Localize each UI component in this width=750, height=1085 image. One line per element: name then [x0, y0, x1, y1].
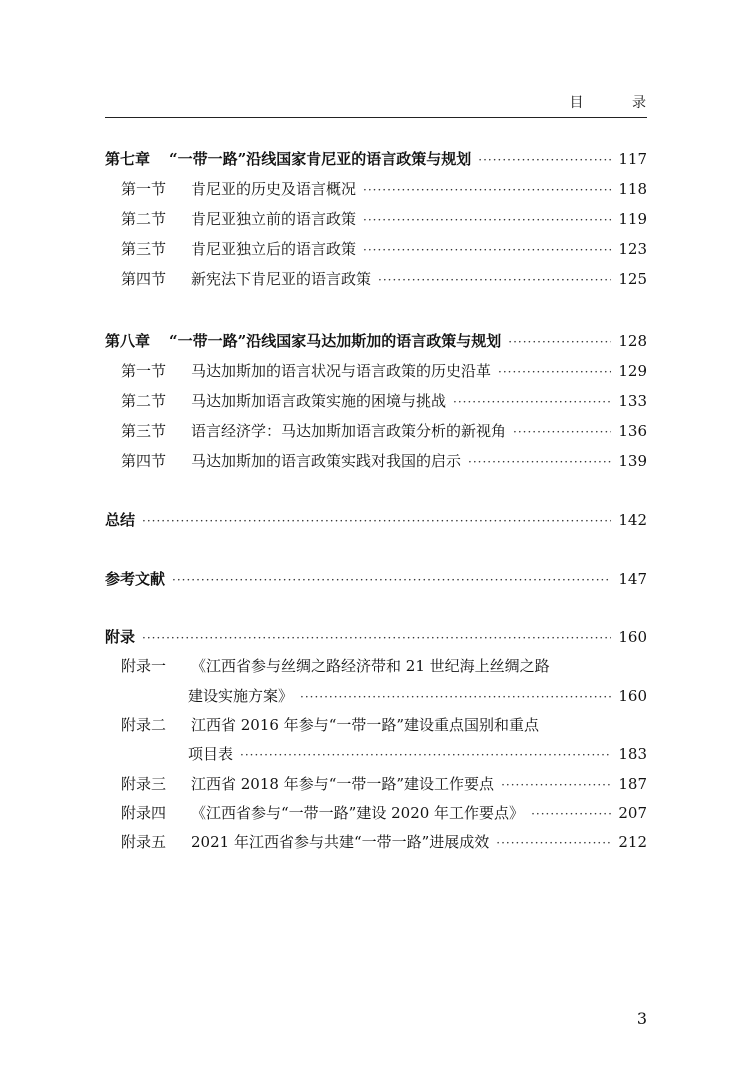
leader-dots — [531, 802, 611, 826]
section-title: 肯尼亚独立前的语言政策 — [191, 210, 357, 228]
toc-section[interactable] — [121, 419, 647, 443]
page-ref: 160 — [618, 687, 647, 705]
toc-appendix-item[interactable] — [121, 713, 647, 737]
leader-dots — [142, 626, 611, 650]
toc-section[interactable] — [121, 267, 647, 291]
page-ref: 133 — [618, 392, 647, 410]
appendix-label: 附录一 — [121, 657, 167, 675]
leader-dots — [453, 390, 611, 414]
appendix-item-title: 《江西省参与“一带一路”建设 2020 年工作要点》 — [191, 804, 525, 822]
page-ref: 160 — [618, 628, 647, 646]
toc-summary[interactable] — [105, 508, 647, 532]
leader-dots — [363, 208, 611, 232]
toc-chapter-7[interactable] — [105, 147, 647, 171]
toc-section[interactable] — [121, 449, 647, 473]
toc-appendix-item-cont[interactable] — [188, 684, 647, 708]
leader-dots — [508, 330, 611, 354]
toc-references[interactable] — [105, 567, 647, 591]
page-number: 3 — [636, 1009, 647, 1028]
page-ref: 118 — [618, 180, 647, 198]
appendix-item-title: 2021 年江西省参与共建“一带一路”进展成效 — [191, 833, 490, 851]
section-title: 马达加斯加的语言状况与语言政策的历史沿革 — [191, 362, 492, 380]
page-ref: 147 — [618, 570, 647, 588]
toc-section[interactable] — [121, 207, 647, 231]
toc-appendix-item[interactable] — [121, 801, 647, 825]
page-ref: 128 — [618, 332, 647, 350]
section-title: 新宪法下肯尼亚的语言政策 — [191, 270, 372, 288]
appendix-label: 附录二 — [121, 716, 167, 734]
section-label: 第三节 — [121, 422, 167, 440]
toc-section[interactable] — [121, 359, 647, 383]
chapter-label: 第八章 — [105, 332, 151, 350]
toc-appendix-item[interactable] — [121, 830, 647, 854]
appendix-item-title-line1: 《江西省参与丝绸之路经济带和 21 世纪海上丝绸之路 — [191, 657, 550, 675]
leader-dots — [172, 568, 611, 592]
toc-section[interactable] — [121, 177, 647, 201]
toc-appendix[interactable] — [105, 625, 647, 649]
leader-dots — [363, 238, 611, 262]
leader-dots — [496, 831, 611, 855]
page-ref: 183 — [618, 745, 647, 763]
page-ref: 207 — [618, 804, 647, 822]
toc-appendix-item[interactable] — [121, 772, 647, 796]
page-ref: 123 — [618, 240, 647, 258]
leader-dots — [498, 360, 611, 384]
toc-appendix-item-cont[interactable] — [188, 742, 647, 766]
appendix-title: 附录 — [105, 628, 136, 646]
page-ref: 187 — [618, 775, 647, 793]
section-title: 马达加斯加语言政策实施的困境与挑战 — [191, 392, 447, 410]
section-label: 第一节 — [121, 180, 167, 198]
toc-section[interactable] — [121, 389, 647, 413]
page-ref: 212 — [618, 833, 647, 851]
appendix-item-title-line1: 江西省 2016 年参与“一带一路”建设重点国别和重点 — [191, 716, 540, 734]
leader-dots — [513, 420, 611, 444]
leader-dots — [142, 509, 611, 533]
section-label: 第二节 — [121, 210, 167, 228]
leader-dots — [478, 148, 611, 172]
chapter-label: 第七章 — [105, 150, 151, 168]
leader-dots — [363, 178, 611, 202]
page-ref: 139 — [618, 452, 647, 470]
section-label: 第四节 — [121, 270, 167, 288]
summary-title: 总结 — [105, 511, 136, 529]
page-ref: 142 — [618, 511, 647, 529]
chapter-title: “一带一路”沿线国家肯尼亚的语言政策与规划 — [169, 150, 472, 168]
page-ref: 119 — [618, 210, 647, 228]
appendix-label: 附录三 — [121, 775, 167, 793]
appendix-item-title: 江西省 2018 年参与“一带一路”建设工作要点 — [191, 775, 495, 793]
section-title: 肯尼亚的历史及语言概况 — [191, 180, 357, 198]
references-title: 参考文献 — [105, 570, 166, 588]
header-rule — [105, 117, 647, 118]
section-title: 语言经济学：马达加斯加语言政策分析的新视角 — [191, 422, 507, 440]
chapter-title: “一带一路”沿线国家马达加斯加的语言政策与规划 — [169, 332, 502, 350]
section-label: 第二节 — [121, 392, 167, 410]
running-header-title: 目 录 — [569, 95, 668, 111]
page-ref: 125 — [618, 270, 647, 288]
section-label: 第一节 — [121, 362, 167, 380]
toc-section[interactable] — [121, 237, 647, 261]
section-title: 马达加斯加的语言政策实践对我国的启示 — [191, 452, 462, 470]
leader-dots — [501, 773, 611, 797]
appendix-item-title-line2: 项目表 — [188, 745, 234, 763]
leader-dots — [300, 685, 611, 709]
leader-dots — [240, 743, 611, 767]
page-ref: 117 — [618, 150, 647, 168]
page-ref: 129 — [618, 362, 647, 380]
appendix-label: 附录四 — [121, 804, 167, 822]
leader-dots — [468, 450, 611, 474]
appendix-label: 附录五 — [121, 833, 167, 851]
appendix-item-title-line2: 建设实施方案》 — [188, 687, 294, 705]
leader-dots — [378, 268, 611, 292]
section-title: 肯尼亚独立后的语言政策 — [191, 240, 357, 258]
section-label: 第三节 — [121, 240, 167, 258]
toc-appendix-item[interactable] — [121, 654, 647, 678]
toc-chapter-8[interactable] — [105, 329, 647, 353]
section-label: 第四节 — [121, 452, 167, 470]
page-ref: 136 — [618, 422, 647, 440]
